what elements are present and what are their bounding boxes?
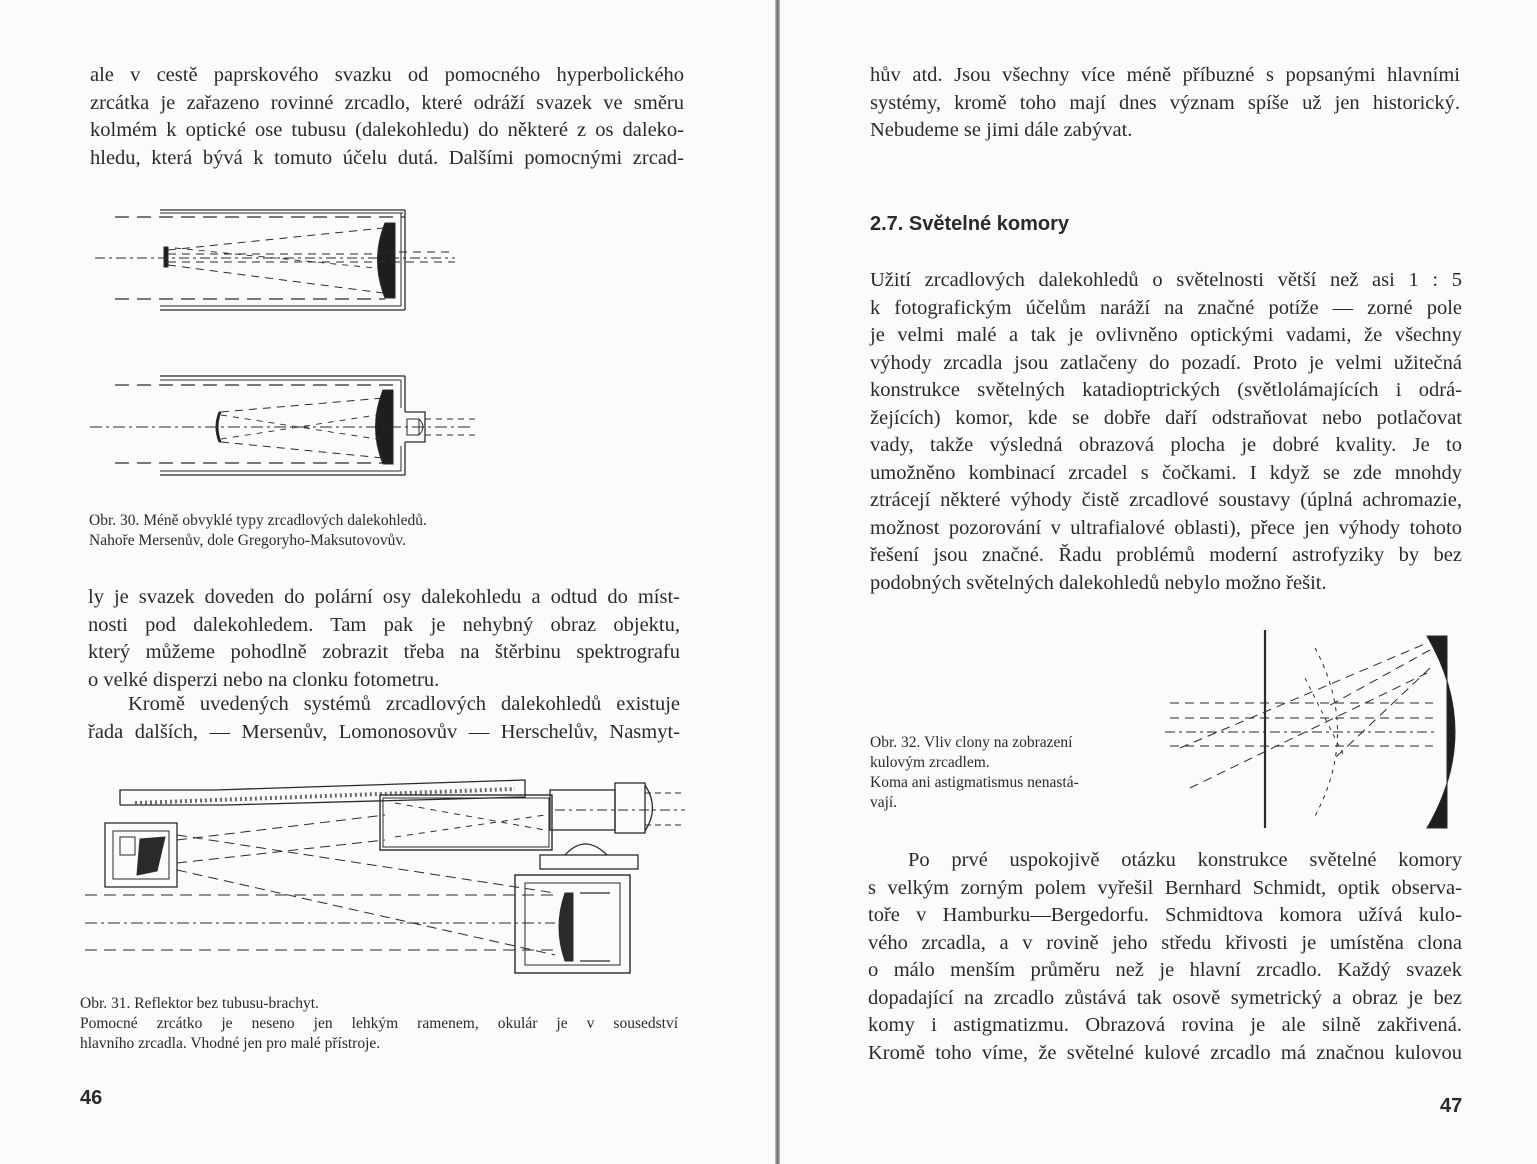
caption-line: kulovým zrcadlem. bbox=[870, 754, 990, 771]
text-line: umožněno kombinací zrcadel s čočkami. I když se zde mnohdy bbox=[870, 461, 1462, 484]
right-paragraph-3 bbox=[868, 847, 1462, 1067]
left-paragraph-1 bbox=[90, 62, 684, 172]
text-line: Nebudeme se jimi dále zabývat. bbox=[870, 119, 1133, 141]
text-line: Kromě toho víme, že světelné kulové zrcadlo má značnou kulovou bbox=[868, 1041, 1462, 1064]
caption-line: Obr. 31. Reflektor bez tubusu-brachyt. bbox=[80, 995, 319, 1012]
caption-line: Obr. 32. Vliv clony na zobrazení bbox=[870, 734, 1073, 751]
text-line: Kromě uvedených systémů zrcadlových dalekohledů existuje bbox=[128, 693, 680, 715]
text-line: hledu, která bývá k tomuto účelu dutá. Dalšími pomocnými zrcad- bbox=[90, 146, 684, 169]
text-line: žejících) komor, kde se dobře daří odstraňovat nebo potlačovat bbox=[870, 406, 1462, 429]
text-line: kolmém k optické ose tubusu (dalekohledu) do některé z os daleko- bbox=[90, 119, 684, 141]
right-paragraph-2 bbox=[870, 267, 1462, 597]
text-line: o málo menším průměru než je hlavní zrcadlo. Každý svazek bbox=[868, 959, 1462, 981]
page-number: 47 bbox=[1440, 1095, 1463, 1117]
right-paragraph-1 bbox=[870, 62, 1460, 145]
text-line: nosti pod dalekohledem. Tam pak je nehybný obraz objektu, bbox=[88, 613, 680, 636]
text-line: ztrácejí některé výhody čistě zrcadlové soustavy (úplná achromazie, bbox=[870, 489, 1462, 511]
gregory-maksutov-telescope-drawing bbox=[90, 376, 475, 475]
text-line: je velmi malé a tak je ovlivněno optickými vadami, že všechny bbox=[870, 324, 1462, 346]
caption-line: Obr. 30. Méně obvyklé typy zrcadlových dalekohledů. bbox=[89, 512, 427, 529]
text-line: dopadající na zrcadlo zůstává tak osově symetrický a obraz je bez bbox=[868, 986, 1462, 1009]
text-line: k fotografickým účelům naráží na značné potíže — zorné pole bbox=[870, 296, 1462, 319]
text-line: podobných světelných dalekohledů nebylo možno řešit. bbox=[870, 571, 1327, 594]
figure-32-caption bbox=[870, 733, 1150, 813]
text-line: vého zrcadla, a v rovině jeho středu křivosti je umístěna clona bbox=[868, 931, 1462, 954]
text-line: Užití zrcadlových dalekohledů o světelnosti větší než asi 1 : 5 bbox=[870, 269, 1462, 291]
text-line: ale v cestě paprskového svazku od pomocného hyperbolického bbox=[90, 64, 684, 86]
mersenne-telescope-drawing bbox=[95, 210, 455, 310]
figure-30-caption bbox=[89, 511, 609, 551]
figure-32-diagram bbox=[1165, 628, 1465, 838]
caption-line: Pomocné zrcátko je neseno jen lehkým ramenem, okulár je v sousedství bbox=[80, 1015, 678, 1032]
caption-line: Koma ani astigmatismus nenastá- bbox=[870, 774, 1079, 791]
text-line: výhody zrcadla jsou zatlačeny do pozadí. Proto je velmi užitečná bbox=[870, 351, 1462, 374]
text-line: systémy, kromě toho mají dnes význam spíše už jen historický. bbox=[870, 91, 1460, 114]
text-line: ly je svazek doveden do polární osy dalekohledu a odtud do míst- bbox=[88, 586, 680, 608]
text-line: který můžeme pohodlně zobrazit třeba na štěrbinu spektrografu bbox=[88, 641, 680, 663]
text-line: řada dalších, — Mersenův, Lomonosovův — Herschelův, Nasmyt- bbox=[88, 720, 680, 743]
text-line: konstrukce světelných katadioptrických (světlolámajících i odrá- bbox=[870, 379, 1462, 401]
text-line: toře v Hamburku—Bergedorfu. Schmidtova komora užívá kulo- bbox=[868, 904, 1462, 926]
left-paragraph-3 bbox=[88, 691, 680, 746]
section-heading: 2.7. Světelné komory bbox=[870, 213, 1069, 235]
figure-31-diagram bbox=[85, 775, 685, 985]
text-line: řešení jsou značné. Řadu problémů moderní astrofyziky by bez bbox=[870, 544, 1462, 566]
text-line: komy i astigmatizmu. Obrazová rovina je ale silně zakřivená. bbox=[868, 1014, 1462, 1036]
text-line: vady, takže výsledná obrazová plocha je dobré kvality. Je to bbox=[870, 434, 1462, 456]
figure-30-diagram bbox=[85, 200, 485, 500]
text-line: možnost pozorování v ultrafialové oblasti), přece jen výhody tohoto bbox=[870, 516, 1462, 539]
right-page bbox=[780, 0, 1537, 1164]
text-line: s velkým zorným polem vyřešil Bernhard Schmidt, optik observa- bbox=[868, 876, 1462, 899]
text-line: o velké disperzi nebo na clonku fotometru. bbox=[88, 668, 440, 691]
page-number: 46 bbox=[80, 1087, 103, 1109]
caption-line: Nahoře Mersenův, dole Gregoryho-Maksutovovův. bbox=[89, 532, 406, 549]
caption-line: vají. bbox=[870, 794, 898, 811]
text-line: zrcátka je zařazeno rovinné zrcadlo, které odráží svazek ve směru bbox=[90, 91, 684, 114]
caption-line: hlavního zrcadla. Vhodné jen pro malé přístroje. bbox=[80, 1035, 381, 1052]
left-paragraph-2 bbox=[88, 584, 680, 694]
figure-31-caption bbox=[80, 994, 678, 1054]
text-line: hův atd. Jsou všechny více méně příbuzné s popsanými hlavními bbox=[870, 64, 1460, 86]
text-line: Po prvé uspokojivě otázku konstrukce světelné komory bbox=[908, 849, 1462, 871]
